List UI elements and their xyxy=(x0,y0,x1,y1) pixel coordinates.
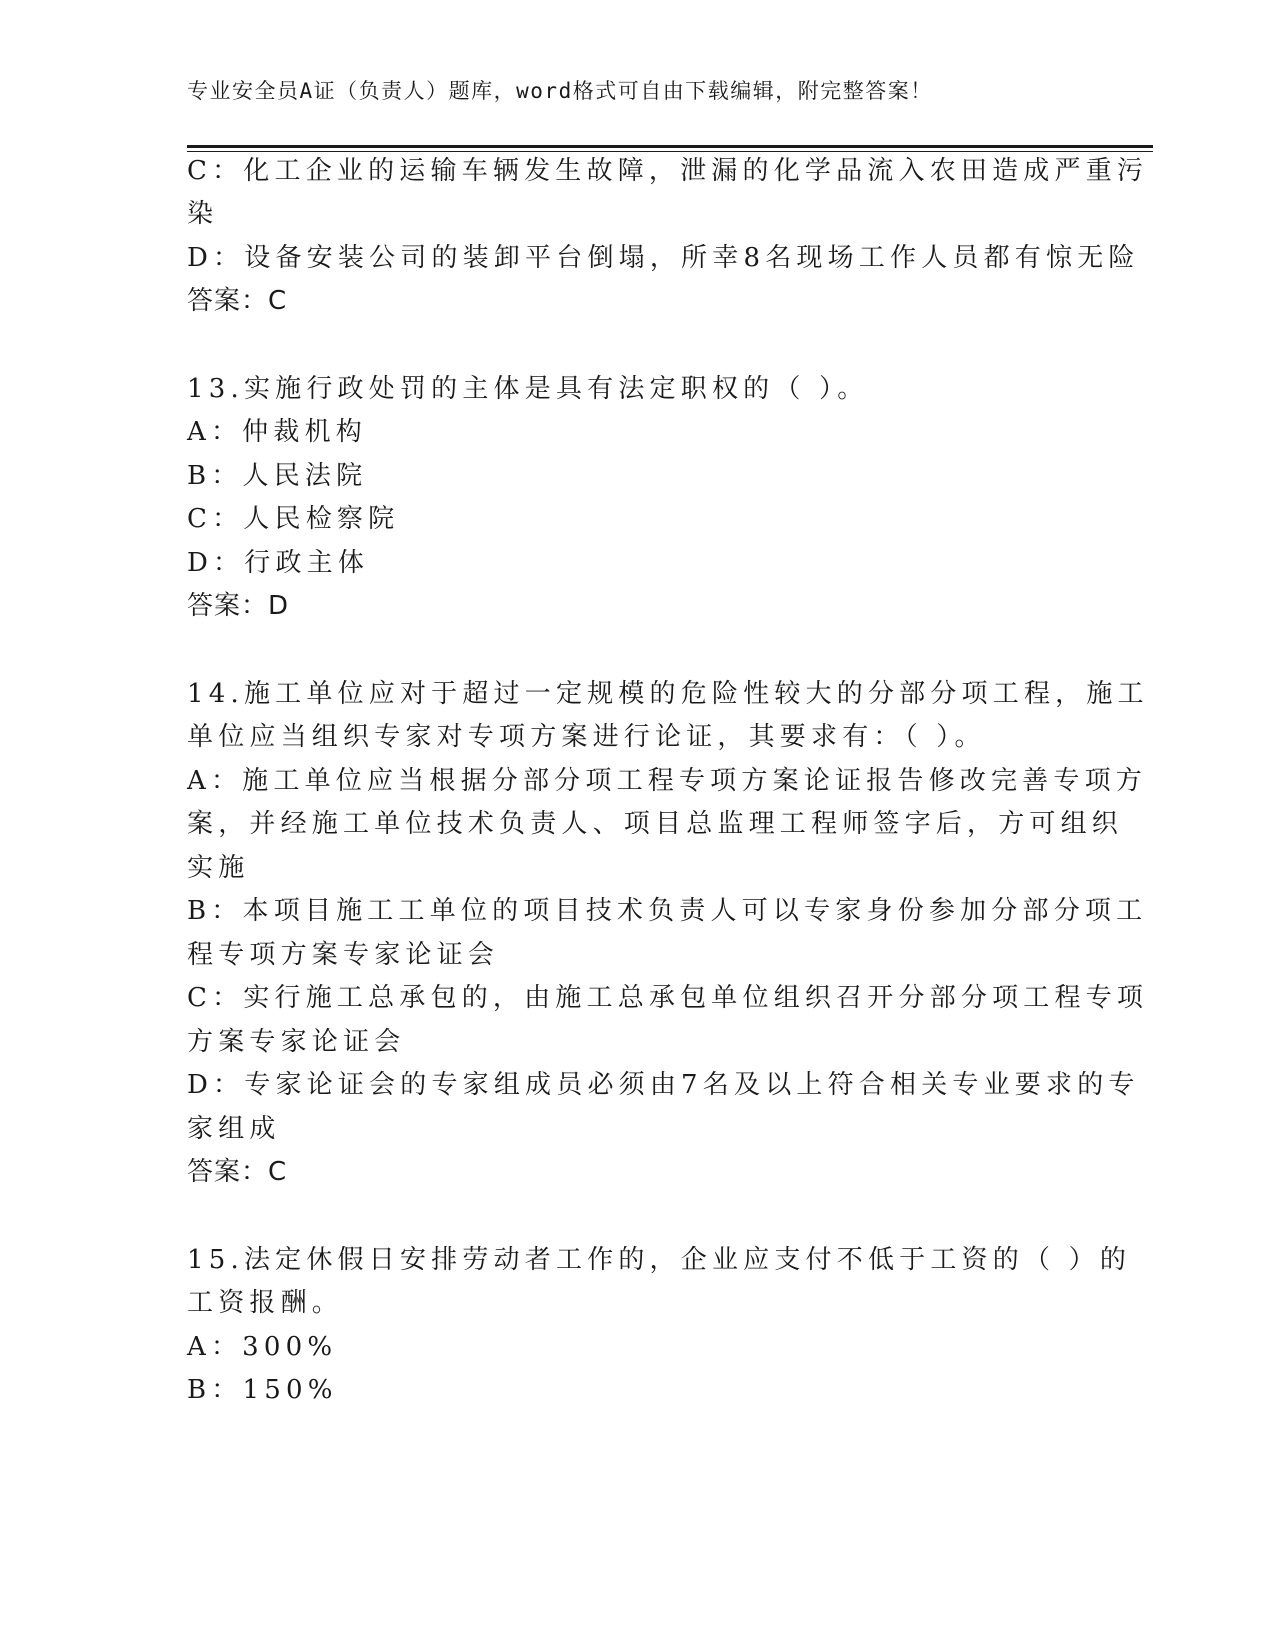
q13-option-c: C：人民检察院 xyxy=(187,504,400,534)
q15-option-b: B：150% xyxy=(187,1375,338,1405)
q14-answer: 答案：C xyxy=(187,1157,288,1187)
q12-option-c: C：化工企业的运输车辆发生故障，泄漏的化学品流入农田造成严重污 xyxy=(187,156,1149,186)
q14-stem-line-1: 14.施工单位应对于超过一定规模的危险性较大的分部分项工程，施工 xyxy=(187,679,1149,709)
q13-option-a: A：仲裁机构 xyxy=(187,417,367,447)
q13-option-b: B：人民法院 xyxy=(187,461,368,491)
q14-option-d-line-2: 家组成 xyxy=(187,1114,281,1144)
header-rule-thick xyxy=(187,145,1153,148)
q15-option-a: A：300% xyxy=(187,1332,338,1362)
page-header: 专业安全员A证（负责人）题库，word格式可自由下载编辑，附完整答案！ xyxy=(187,79,933,103)
q12-option-c-cont: 染 xyxy=(187,199,219,229)
q14-option-d-line-1: D：专家论证会的专家组成员必须由7名及以上符合相关专业要求的专 xyxy=(187,1070,1140,1100)
q14-option-a-line-3: 实施 xyxy=(187,853,250,883)
q14-option-c-line-1: C：实行施工总承包的，由施工总承包单位组织召开分部分项工程专项 xyxy=(187,983,1149,1013)
q12-answer: 答案：C xyxy=(187,286,288,316)
q14-option-a-line-2: 案，并经施工单位技术负责人、项目总监理工程师签字后，方可组织 xyxy=(187,809,1124,839)
q14-stem-line-2: 单位应当组织专家对专项方案进行论证，其要求有：（ ）。 xyxy=(187,722,986,752)
q14-option-b-line-1: B：本项目施工工单位的项目技术负责人可以专家身份参加分部分项工 xyxy=(187,896,1148,926)
q15-stem-line-1: 15.法定休假日安排劳动者工作的，企业应支付不低于工资的（ ）的 xyxy=(187,1245,1132,1275)
q14-option-a-line-1: A：施工单位应当根据分部分项工程专项方案论证报告修改完善专项方 xyxy=(187,766,1147,796)
q14-option-c-line-2: 方案专家论证会 xyxy=(187,1027,406,1057)
q15-stem-line-2: 工资报酬。 xyxy=(187,1288,344,1318)
q12-option-d: D：设备安装公司的装卸平台倒塌，所幸8名现场工作人员都有惊无险 xyxy=(187,243,1140,273)
q13-stem: 13.实施行政处罚的主体是具有法定职权的（ ）。 xyxy=(187,374,869,404)
q13-answer: 答案：D xyxy=(187,591,290,621)
q13-option-d: D：行政主体 xyxy=(187,548,370,578)
q14-option-b-line-2: 程专项方案专家论证会 xyxy=(187,940,500,970)
